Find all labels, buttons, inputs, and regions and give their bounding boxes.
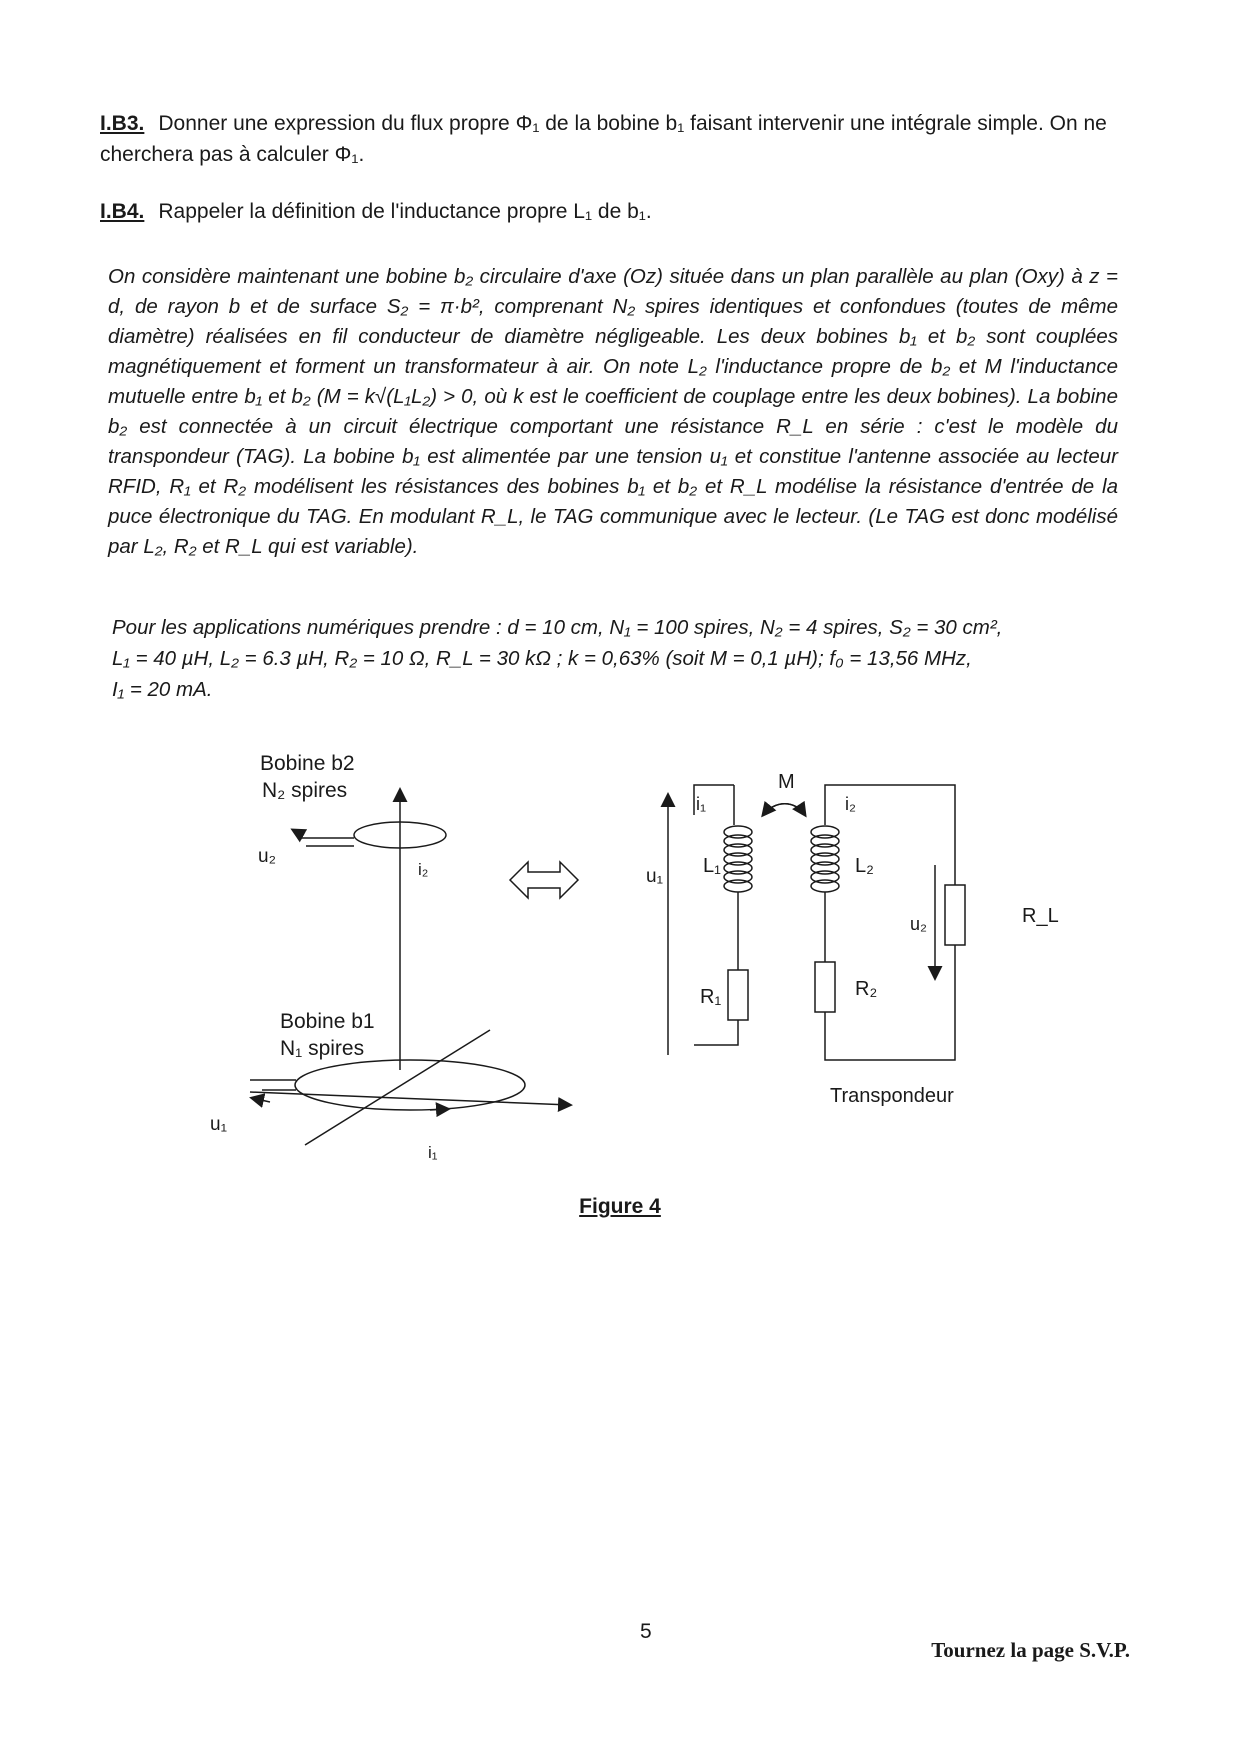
resistor-r1 (728, 970, 748, 1020)
problem-paragraph: On considère maintenant une bobine b₂ circulaire d'axe (Oz) située dans un plan parallèle au plan (Oxy) à z = d, de rayon b et de surface S₂ = π·b², comprenant N₂ spires identiques et confondues (toutes de même diamètre) réalisées en fil conducteur de diamètre négligeable. Les deux bobines b₁ et b₂ sont couplées magnétiquement et forment un transformateur à air. On note L₂ l'inductance propre de b₂ et M l'inductance mutuelle entre b₁ et b₂ (M = k√(L₁L₂) > 0, où k est le coefficient de couplage entre les deux bobines). La bobine b₂ est connectée à un circuit électrique comportant une résistance R_L en série : c'est le modèle du transpondeur (TAG). La bobine b₁ est alimentée par une tension u₁ et constitue l'antenne associée au lecteur RFID, R₁ et R₂ modélisent les résistances des bobines b₁ et b₂ et R_L modélise la résistance d'entrée de la puce électronique du TAG. En modulant R_L, le TAG communique avec le lecteur. (Le TAG est donc modélisé par L₂, R₂ et R_L qui est variable). (108, 265, 1118, 558)
numeric-values (112, 612, 1122, 705)
numeric-line-2: L₁ = 40 µH, L₂ = 6.3 µH, R₂ = 10 Ω, R_L = 30 kΩ ; k = 0,63% (soit M = 0,1 µH); f₀ = 13,56 MHz, (112, 647, 972, 670)
transponder-label: Transpondeur (830, 1085, 954, 1107)
u1-label: u₁ (210, 1114, 227, 1135)
figure-caption: Figure 4 (579, 1195, 661, 1218)
question-ib3 (100, 108, 1110, 170)
resistor-rl (945, 885, 965, 945)
i2-circuit-label: i₂ (845, 794, 856, 814)
i2-label: i₂ (418, 860, 429, 879)
resistor-r2 (815, 962, 835, 1012)
question-number: I.B4. (100, 200, 145, 223)
inductor-l2 (811, 826, 839, 892)
question-ib4 (100, 196, 1110, 227)
mutual-arrow-left (763, 804, 805, 815)
u2-circuit-label: u₂ (910, 914, 927, 934)
question-number: I.B3. (100, 112, 145, 135)
mutual-label: M (778, 771, 795, 793)
figure-4 (0, 740, 1240, 1190)
r2-label: R₂ (855, 978, 878, 1000)
u2-label: u₂ (258, 846, 276, 867)
turn-page-note: Tournez la page S.V.P. (931, 1638, 1130, 1662)
page-number: 5 (640, 1620, 652, 1643)
numeric-line-3: I₁ = 20 mA. (112, 678, 213, 701)
x-axis (250, 1092, 570, 1105)
coil2-turns-label: N₂ spires (262, 779, 348, 802)
question-text: Donner une expression du flux propre Φ₁ de la bobine b₁ faisant intervenir une intégrale simple. On ne cherchera pas à calculer Φ₁. (100, 112, 1107, 166)
l1-label: L₁ (703, 855, 721, 877)
i1-direction-arrow (430, 1109, 448, 1110)
l2-label: L₂ (855, 855, 874, 877)
figure-drawing (0, 740, 1240, 1190)
coil1-title-label: Bobine b1 (280, 1010, 375, 1033)
u1-arrow (252, 1098, 270, 1102)
coil-b1-leads (250, 1080, 296, 1090)
rl-label: R_L (1022, 905, 1059, 927)
inductor-l1 (724, 826, 752, 892)
coil2-title-label: Bobine b2 (260, 752, 355, 775)
u1-circuit-label: u₁ (646, 866, 663, 887)
equivalence-symbol (510, 862, 578, 898)
u2-arrow (293, 830, 302, 835)
question-text: Rappeler la définition de l'inductance propre L₁ de b₁. (158, 200, 652, 223)
i1-circuit-label: i₁ (696, 794, 707, 814)
coil-b2-leads (300, 838, 354, 846)
i1-label: i₁ (428, 1143, 438, 1162)
coil1-turns-label: N₁ spires (280, 1037, 365, 1060)
wire-bottom-left (694, 1020, 738, 1045)
r1-label: R₁ (700, 986, 722, 1008)
numeric-line-1: Pour les applications numériques prendre : d = 10 cm, N₁ = 100 spires, N₂ = 4 spires, S₂ = 30 cm², (112, 616, 1003, 639)
